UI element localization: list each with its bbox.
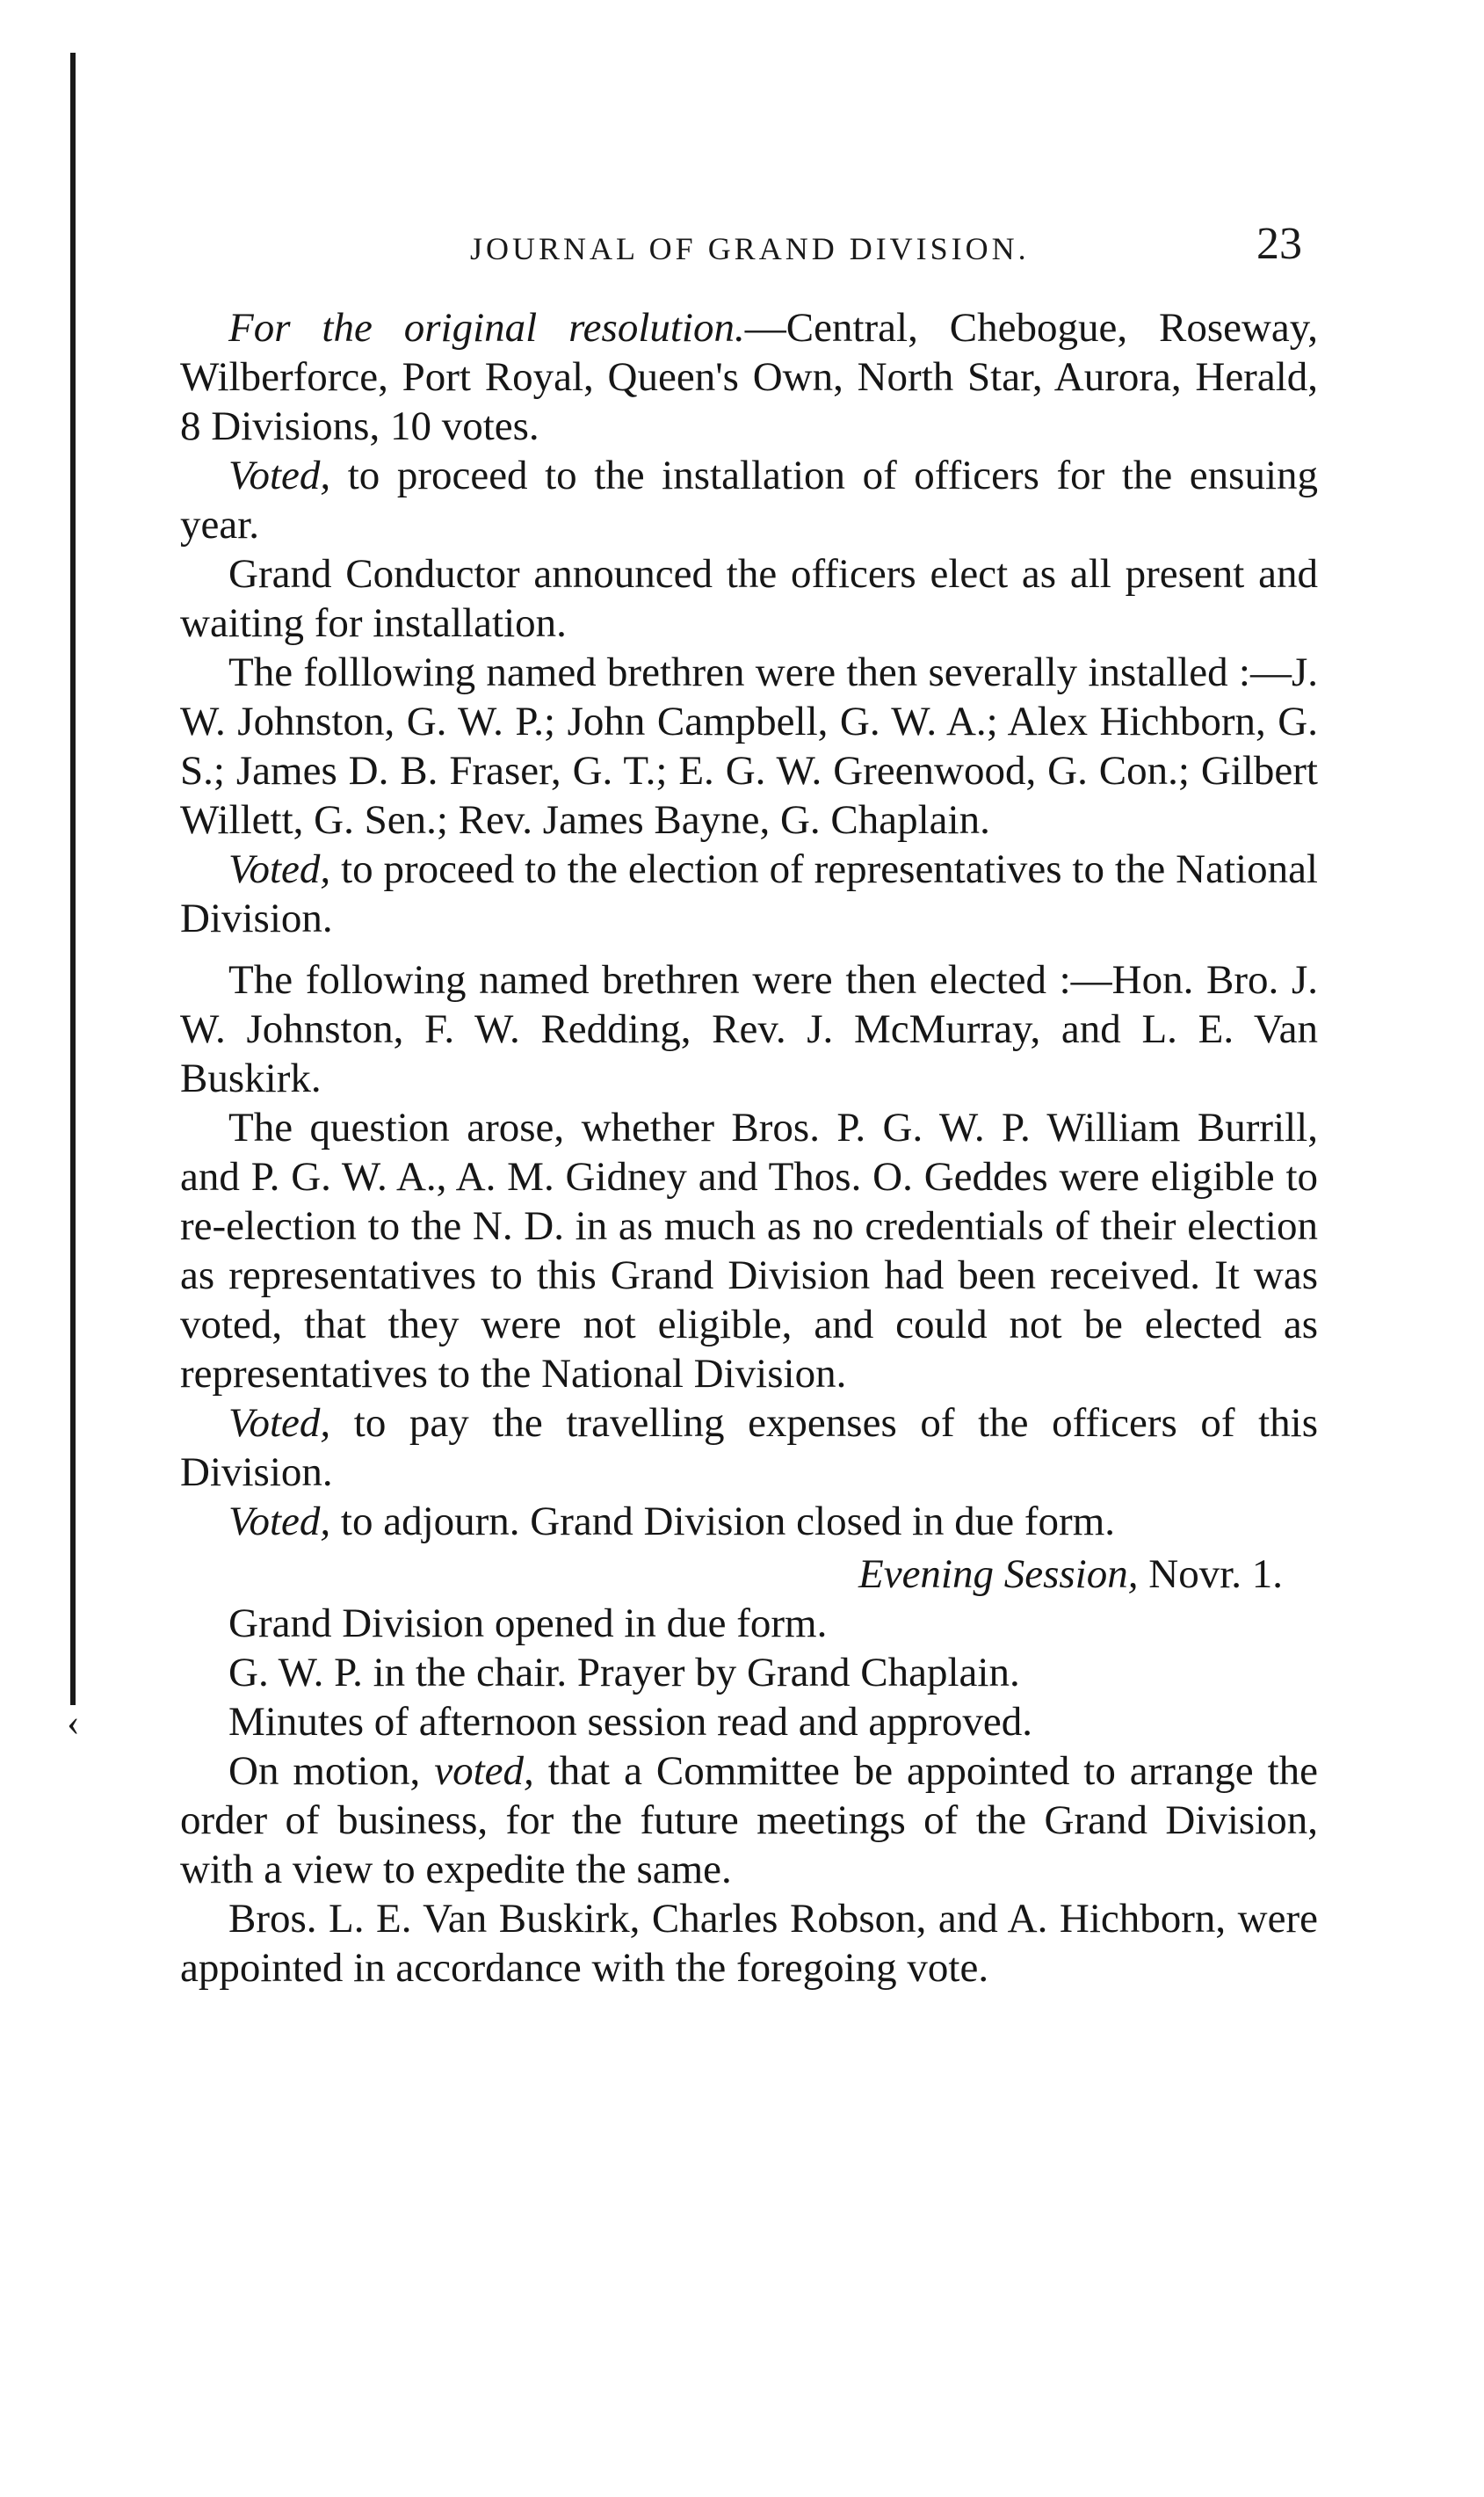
binding-rule — [70, 53, 76, 1705]
paragraph-opened — [180, 1599, 1318, 1648]
paragraph-text: that a Committee be appointed to arrange the order of business, for the future meetings of the Grand Division, with a view to expedite the same. — [180, 1748, 1318, 1892]
paragraph-lead: Voted, — [228, 1499, 331, 1544]
paragraph-text: to proceed to the installation of officers for the ensuing year. — [180, 453, 1318, 548]
page-body — [180, 303, 1318, 1993]
paragraph-text: to proceed to the election of representatives to the National Division. — [180, 846, 1318, 941]
paragraph-lead: Voted, — [228, 1400, 331, 1446]
paragraph-voted-installation — [180, 451, 1318, 549]
paragraph-text: The question arose, whether Bros. P. G. W. P. William Burrill, and P. G. W. A., A. M. Gidney and Thos. O. Geddes were eligible to re-election to the N. D. in as much as no credentials of their election as representatives to this Grand Division had been received. It was voted, that they were not eligible, and could not be elected as representatives to the National Division. — [180, 1105, 1318, 1397]
page-number: 23 — [1256, 219, 1302, 269]
paragraph-text: to adjourn. Grand Division closed in due form. — [330, 1499, 1116, 1544]
paragraph-original-resolution — [180, 303, 1318, 451]
paragraph-committee-motion — [180, 1746, 1318, 1894]
paragraph-lead: For the original resolution. — [228, 305, 745, 351]
paragraph-text: —Central, Chebogue, Roseway, Wilberforce, Port Royal, Queen's Own, North Star, Aurora, Herald, 8 Divisions, 10 votes. — [180, 305, 1318, 449]
paragraph-text: The following named brethren were then elected :—Hon. Bro. J. W. Johnston, F. W. Redding, Rev. J. McMurray, and L. E. Van Buskirk. — [180, 957, 1318, 1101]
paragraph-text: Minutes of afternoon session read and approved. — [228, 1699, 1032, 1745]
paragraph-lead: Voted, — [228, 846, 331, 892]
session-label: Evening Session, — [858, 1551, 1139, 1597]
paragraph-text: Bros. L. E. Van Buskirk, Charles Robson, and A. Hichborn, were appointed in accordance with the foregoing vote. — [180, 1896, 1318, 1991]
paragraph-grand-conductor — [180, 549, 1318, 648]
paragraph-text: G. W. P. in the chair. Prayer by Grand Chaplain. — [228, 1650, 1020, 1695]
paragraph-text: Grand Division opened in due form. — [228, 1601, 828, 1646]
paragraph-text: The folllowing named brethren were then severally installed :—J. W. Johnston, G. W. P.; John Campbell, G. W. A.; Alex Hichborn, G. S.; James D. B. Fraser, G. T.; E. G. W. Greenwood, G. Con.; Gilbert Willett, G. Sen.; Rev. James Bayne, G. Chaplain. — [180, 650, 1318, 843]
paragraph-lead: voted, — [434, 1748, 534, 1794]
paragraph-lead: Voted, — [228, 453, 331, 498]
paragraph-minutes — [180, 1697, 1318, 1746]
paragraph-text: Grand Conductor announced the officers elect as all present and waiting for installation. — [180, 551, 1318, 646]
paragraph-voted-expenses — [180, 1398, 1318, 1497]
running-title: JOURNAL OF GRAND DIVISION. — [470, 231, 1030, 266]
paragraph-committee-appointed — [180, 1894, 1318, 1993]
paragraph-elected-representatives — [180, 955, 1318, 1103]
paragraph-voted-adjourn — [180, 1497, 1318, 1546]
margin-mark: ‹ — [67, 1701, 80, 1744]
session-date: Novr. 1. — [1138, 1551, 1283, 1597]
paragraph-pre: On motion, — [228, 1748, 435, 1794]
paragraph-text: to pay the travelling expenses of the officers of this Division. — [180, 1400, 1318, 1495]
paragraph-chair — [180, 1648, 1318, 1697]
paragraph-eligibility-question — [180, 1103, 1318, 1398]
evening-session-heading — [180, 1550, 1318, 1599]
paragraph-voted-election — [180, 845, 1318, 943]
paragraph-installed-officers — [180, 648, 1318, 845]
